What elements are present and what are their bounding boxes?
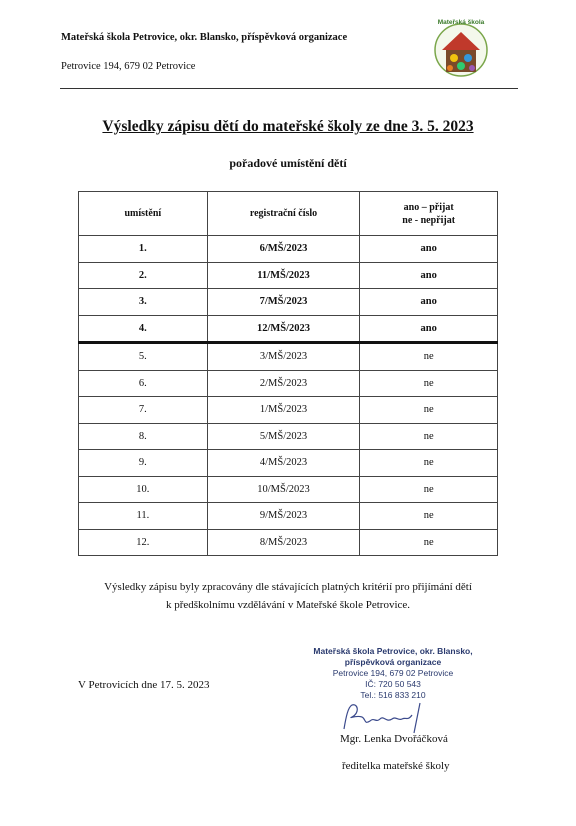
header-result-yes: ano – přijat: [403, 201, 454, 213]
cell-result: ne: [360, 343, 498, 371]
cell-place: 12.: [79, 529, 208, 556]
cell-place: 8.: [79, 423, 208, 450]
table-row: [79, 529, 498, 556]
cell-registration: 5/MŠ/2023: [207, 423, 360, 450]
stamp-line-1: Mateřská škola Petrovice, okr. Blansko,: [313, 646, 473, 656]
table-row: [79, 450, 498, 477]
cell-registration: 11/MŠ/2023: [207, 262, 360, 289]
cell-registration: 3/MŠ/2023: [207, 343, 360, 371]
cell-result: ne: [360, 370, 498, 397]
header-place: umístění: [79, 192, 208, 236]
organization-address: Petrovice 194, 679 02 Petrovice: [61, 61, 196, 72]
header-result: [360, 192, 498, 236]
cell-result: ne: [360, 529, 498, 556]
cell-place: 1.: [79, 236, 208, 263]
cell-registration: 8/MŠ/2023: [207, 529, 360, 556]
cell-registration: 1/MŠ/2023: [207, 397, 360, 424]
stamp-line-2: příspěvková organizace: [344, 657, 442, 667]
cell-result: ano: [360, 262, 498, 289]
table-header-row: [79, 192, 498, 236]
header-result-no: ne - nepřijat: [402, 214, 456, 226]
cell-result: ano: [360, 289, 498, 316]
table-row: [79, 315, 498, 343]
cell-place: 6.: [79, 370, 208, 397]
table-row: [79, 289, 498, 316]
cell-result: ne: [360, 423, 498, 450]
cell-place: 9.: [79, 450, 208, 477]
header-divider: [60, 88, 518, 89]
document-subtitle: pořadové umístění dětí: [229, 156, 347, 170]
cell-result: ano: [360, 315, 498, 343]
processing-note: [0, 578, 576, 614]
table-row: [79, 370, 498, 397]
signer-role: ředitelka mateřské školy: [342, 760, 450, 772]
table-row: [79, 343, 498, 371]
cell-result: ne: [360, 450, 498, 477]
table-row: [79, 476, 498, 503]
table-row: [79, 236, 498, 263]
table-row: [79, 503, 498, 530]
cell-place: 5.: [79, 343, 208, 371]
cell-registration: 7/MŠ/2023: [207, 289, 360, 316]
school-stamp: [298, 646, 488, 701]
stamp-line-5: Tel.: 516 833 210: [360, 690, 426, 700]
cell-place: 2.: [79, 262, 208, 289]
logo-text: Mateřská škola: [437, 19, 485, 26]
cell-registration: 12/MŠ/2023: [207, 315, 360, 343]
stamp-line-3: Petrovice 194, 679 02 Petrovice: [332, 668, 454, 678]
cell-result: ne: [360, 476, 498, 503]
cell-registration: 10/MŠ/2023: [207, 476, 360, 503]
cell-registration: 6/MŠ/2023: [207, 236, 360, 263]
table-row: [79, 397, 498, 424]
cell-place: 3.: [79, 289, 208, 316]
signer-name: Mgr. Lenka Dvořáčková: [340, 733, 448, 745]
cell-place: 11.: [79, 503, 208, 530]
place-and-date: V Petrovicích dne 17. 5. 2023: [78, 679, 210, 691]
note-line-1: Výsledky zápisu byly zpracovány dle stávajících platných kritérií pro přijímání dětí: [104, 581, 472, 593]
cell-registration: 9/MŠ/2023: [207, 503, 360, 530]
table-row: [79, 262, 498, 289]
cell-registration: 2/MŠ/2023: [207, 370, 360, 397]
cell-place: 7.: [79, 397, 208, 424]
table-row: [79, 423, 498, 450]
cell-result: ano: [360, 236, 498, 263]
cell-place: 4.: [79, 315, 208, 343]
school-logo: [432, 14, 490, 80]
cell-place: 10.: [79, 476, 208, 503]
cell-result: ne: [360, 503, 498, 530]
results-table: [78, 191, 498, 556]
header-registration-number: registrační číslo: [207, 192, 360, 236]
cell-registration: 4/MŠ/2023: [207, 450, 360, 477]
handwritten-signature: [336, 699, 426, 735]
organization-name: Mateřská škola Petrovice, okr. Blansko, příspěvková organizace: [61, 32, 348, 43]
note-line-2: k předškolnímu vzdělávání v Mateřské škole Petrovice.: [165, 599, 411, 611]
cell-result: ne: [360, 397, 498, 424]
stamp-line-4: IČ: 720 50 543: [365, 679, 421, 689]
document-title: Výsledky zápisu dětí do mateřské školy ze dne 3. 5. 2023: [102, 118, 474, 135]
